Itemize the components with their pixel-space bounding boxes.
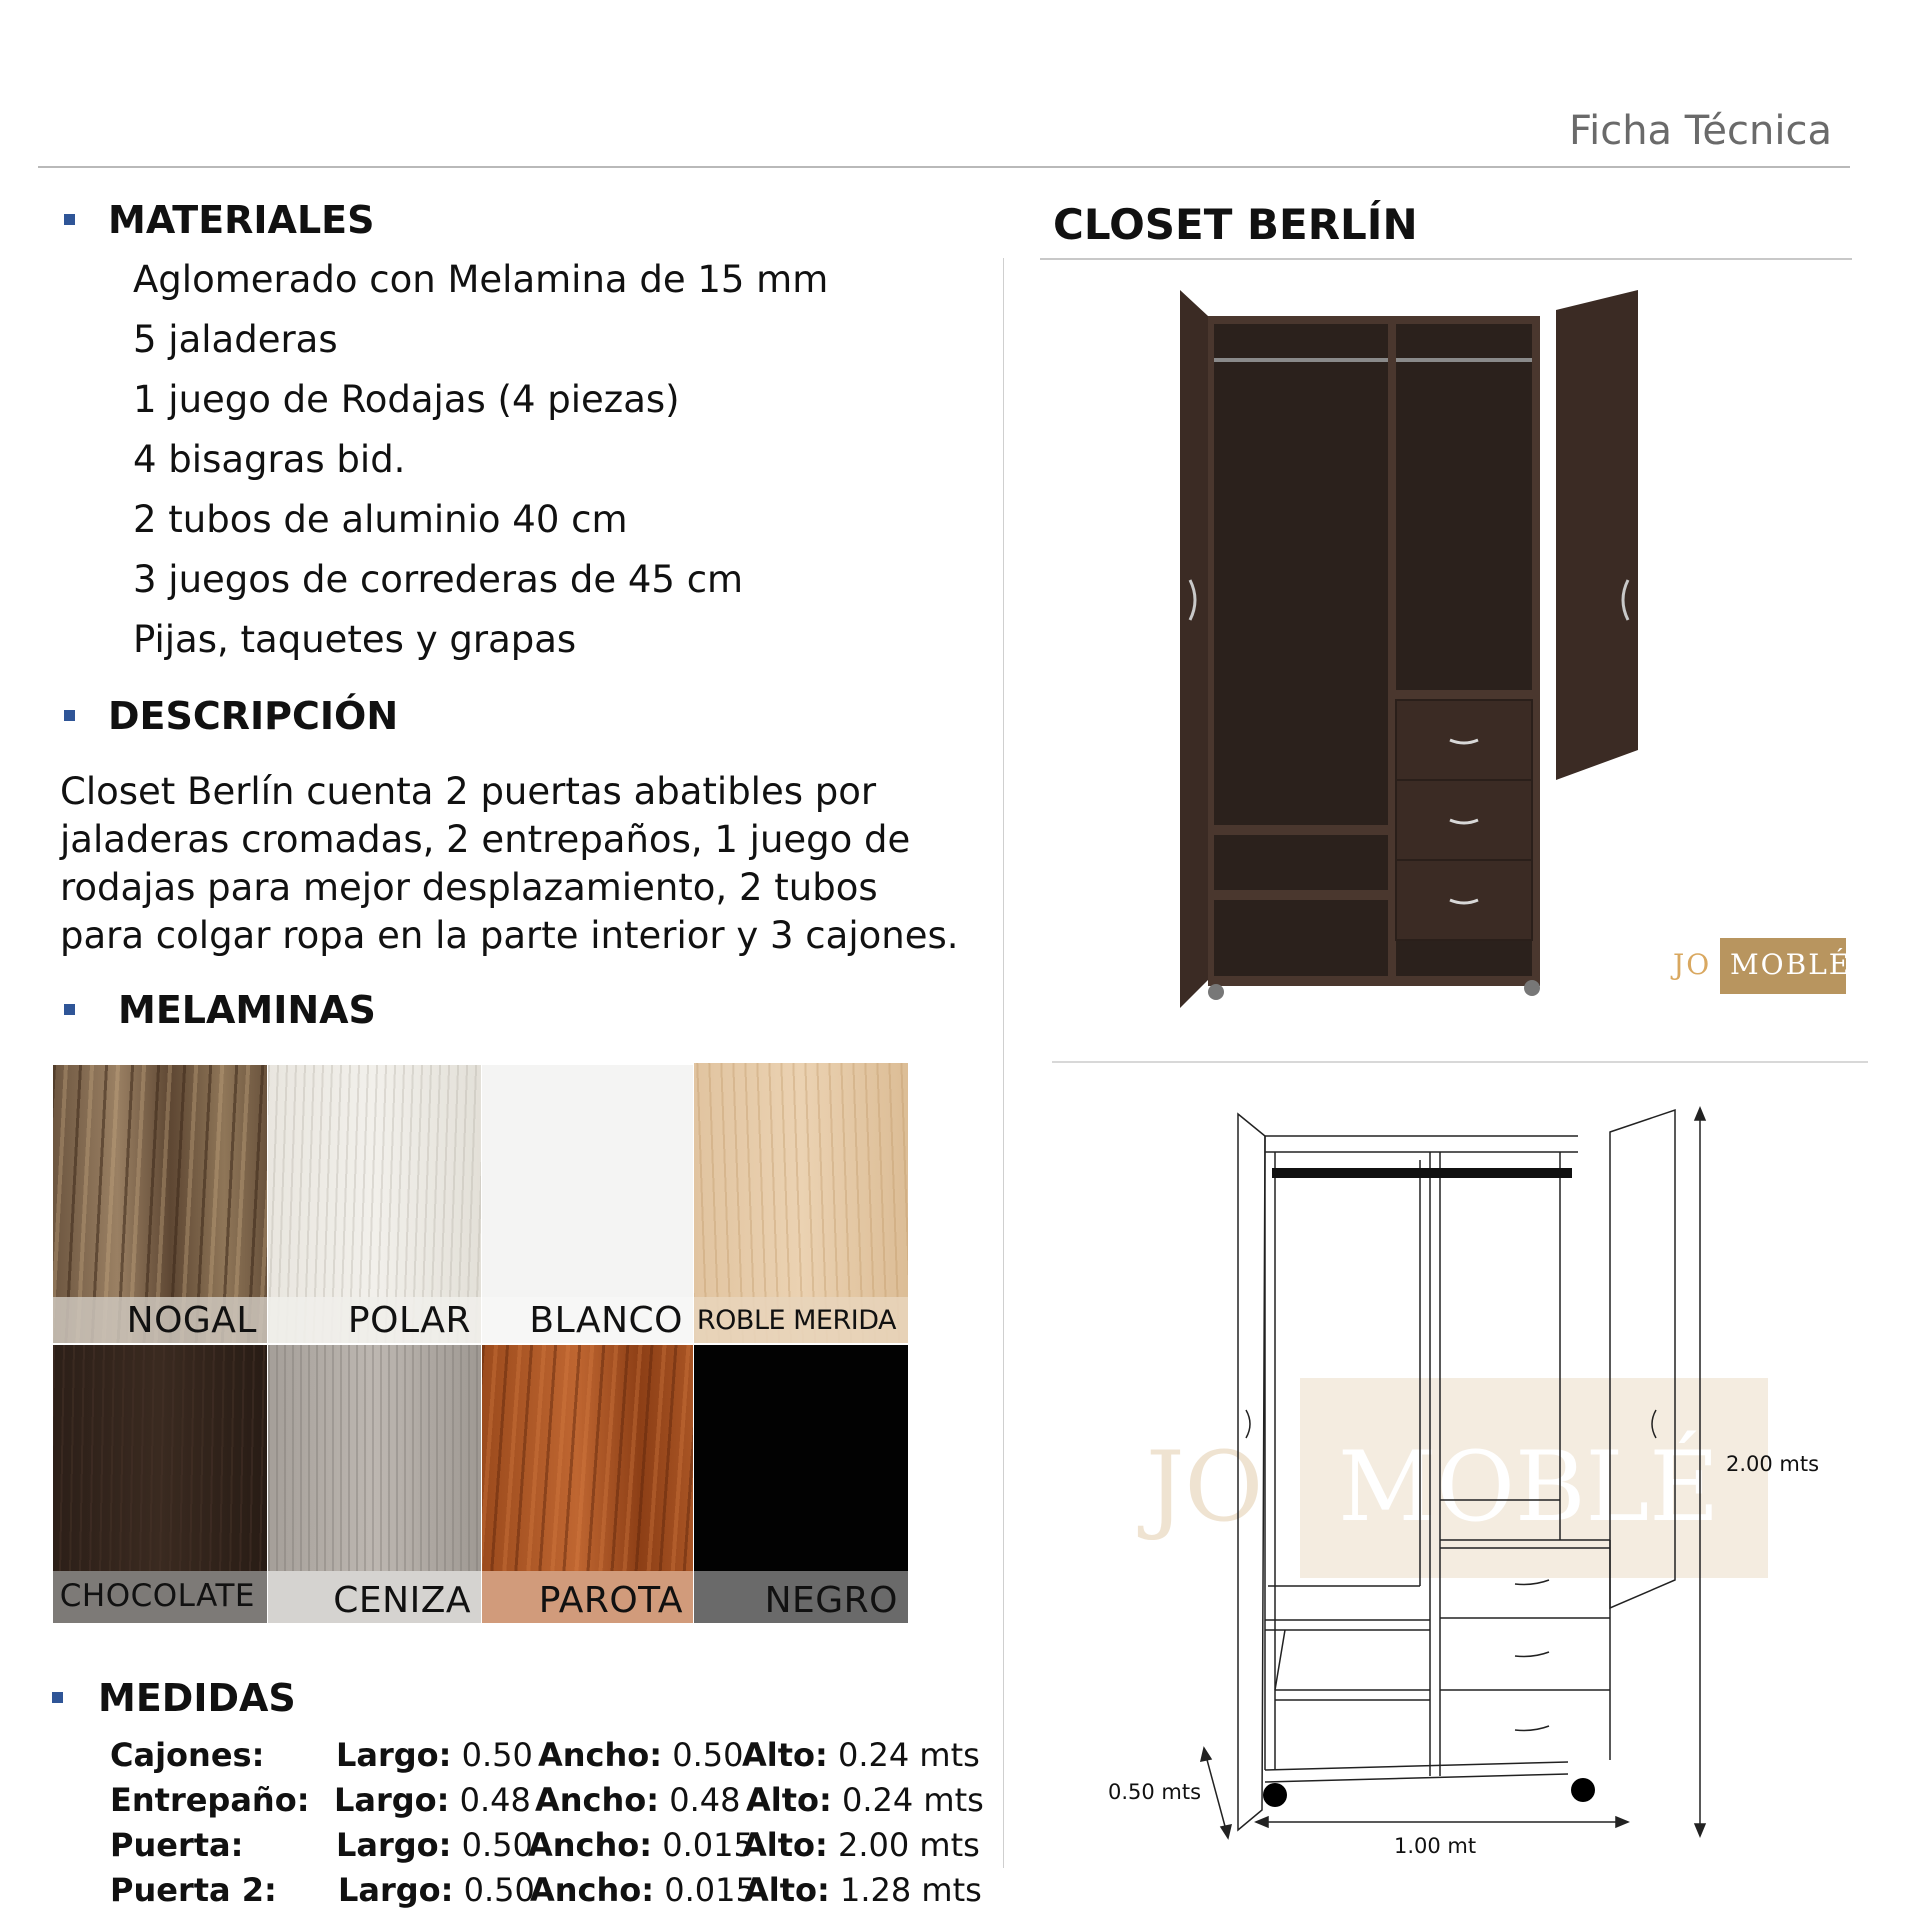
alto-label: Alto: <box>742 1736 828 1774</box>
wheel-icon <box>1524 980 1540 996</box>
largo-label: Largo: <box>338 1871 454 1909</box>
title-divider <box>1040 258 1852 260</box>
alto-label: Alto: <box>742 1826 828 1864</box>
arrow-down-icon <box>1221 1825 1231 1838</box>
logo-text-moble: MOBLÉ <box>1730 948 1852 981</box>
medidas-row <box>110 1871 982 1913</box>
brand-logo <box>1668 938 1852 994</box>
swatch-chocolate <box>53 1345 267 1623</box>
material-item: 3 juegos de correderas de 45 cm <box>133 558 744 601</box>
ancho-label: Ancho: <box>530 1871 655 1909</box>
closet-technical-drawing <box>1100 1100 1820 1880</box>
alto-value: 0.24 mts <box>837 1736 980 1774</box>
swatch-negro <box>694 1345 908 1623</box>
closet-photo <box>1160 280 1660 1020</box>
material-item: 5 jaladeras <box>133 318 338 361</box>
ancho-value: 0.015 <box>662 1826 754 1864</box>
descripcion-heading: DESCRIPCIÓN <box>108 694 399 738</box>
product-title: CLOSET BERLÍN <box>1053 200 1418 249</box>
swatch-parota <box>482 1345 693 1623</box>
swatch-polar <box>268 1065 481 1343</box>
watermark-text-moble: MOBLÉ <box>1338 1431 1720 1543</box>
medidas-item-name: Entrepaño: <box>110 1781 310 1819</box>
largo-value: 0.48 <box>459 1781 531 1819</box>
material-item: 2 tubos de aluminio 40 cm <box>133 498 628 541</box>
swatch-nogal <box>53 1065 267 1343</box>
medidas-row <box>110 1826 980 1868</box>
melaminas-heading: MELAMINAS <box>118 988 376 1032</box>
alto-label: Alto: <box>746 1781 832 1819</box>
arrow-down-icon <box>1695 1824 1705 1836</box>
largo-value: 0.50 <box>463 1871 535 1909</box>
bullet-icon <box>64 710 75 721</box>
wheel-icon <box>1571 1778 1595 1802</box>
largo-label: Largo: <box>336 1736 452 1774</box>
arrow-left-icon <box>1256 1817 1268 1827</box>
swatch-label: POLAR <box>347 1300 471 1341</box>
largo-value: 0.50 <box>461 1826 533 1864</box>
depth-dimension-line <box>1206 1756 1226 1830</box>
depth-label: 0.50 mts <box>1108 1780 1202 1804</box>
arrow-right-icon <box>1616 1817 1628 1827</box>
swatch-label: CHOCOLATE <box>59 1578 255 1614</box>
watermark-text-jo: JO <box>1146 1431 1264 1543</box>
column-divider <box>1003 258 1004 1868</box>
material-item: 4 bisagras bid. <box>133 438 406 481</box>
logo-text-jo: JO <box>1673 948 1712 981</box>
alto-value: 2.00 mts <box>837 1826 980 1864</box>
largo-label: Largo: <box>334 1781 450 1819</box>
ancho-label: Ancho: <box>535 1781 660 1819</box>
ancho-label: Ancho: <box>538 1736 663 1774</box>
swatch-label: NOGAL <box>126 1300 257 1341</box>
swatch-label: CENIZA <box>333 1580 471 1621</box>
materiales-heading: MATERIALES <box>108 198 375 242</box>
header-divider <box>38 166 1850 168</box>
height-label: 2.00 mts <box>1726 1452 1820 1476</box>
material-item: Pijas, taquetes y grapas <box>133 618 577 661</box>
medidas-heading: MEDIDAS <box>98 1676 296 1720</box>
swatch-blanco <box>482 1065 693 1343</box>
alto-value: 1.28 mts <box>839 1871 982 1909</box>
bullet-icon <box>52 1692 63 1703</box>
material-item: Aglomerado con Melamina de 15 mm <box>133 258 829 301</box>
wheel-icon <box>1263 1783 1287 1807</box>
ancho-value: 0.48 <box>669 1781 741 1819</box>
largo-label: Largo: <box>336 1826 452 1864</box>
swatch-roble-merida <box>694 1063 908 1343</box>
swatch-label: BLANCO <box>529 1300 683 1341</box>
ancho-value: 0.015 <box>664 1871 756 1909</box>
wheel-icon <box>1208 984 1224 1000</box>
material-item: 1 juego de Rodajas (4 piezas) <box>133 378 680 421</box>
document-type-title: Ficha Técnica <box>1569 108 1832 154</box>
medidas-row <box>110 1781 984 1823</box>
medidas-item-name: Puerta: <box>110 1826 244 1864</box>
width-label: 1.00 mt <box>1394 1834 1477 1858</box>
swatch-label: NEGRO <box>764 1580 898 1621</box>
section-divider <box>1052 1061 1868 1063</box>
swatch-label: ROBLE MERIDA <box>696 1305 896 1336</box>
arrow-up-icon <box>1201 1748 1211 1761</box>
arrow-up-icon <box>1695 1108 1705 1120</box>
description-paragraph: Closet Berlín cuenta 2 puertas abatibles por jaladeras cromadas, 2 entrepaños, 1 juego de rodajas para mejor desplazamiento, 2 tubos para colgar ropa en la parte interior y 3 cajones. <box>60 770 959 957</box>
alto-label: Alto: <box>744 1871 830 1909</box>
medidas-row <box>110 1736 980 1778</box>
ancho-label: Ancho: <box>528 1826 653 1864</box>
alto-value: 0.24 mts <box>841 1781 984 1819</box>
swatch-ceniza <box>268 1345 481 1623</box>
medidas-item-name: Cajones: <box>110 1736 265 1774</box>
ancho-value: 0.50 <box>672 1736 744 1774</box>
bullet-icon <box>64 214 75 225</box>
closet-left-door <box>1180 290 1208 1008</box>
swatch-label: PAROTA <box>538 1580 683 1621</box>
bullet-icon <box>64 1004 75 1015</box>
hanging-rod <box>1272 1168 1572 1178</box>
closet-right-door <box>1556 290 1638 780</box>
largo-value: 0.50 <box>461 1736 533 1774</box>
medidas-item-name: Puerta 2: <box>110 1871 277 1909</box>
